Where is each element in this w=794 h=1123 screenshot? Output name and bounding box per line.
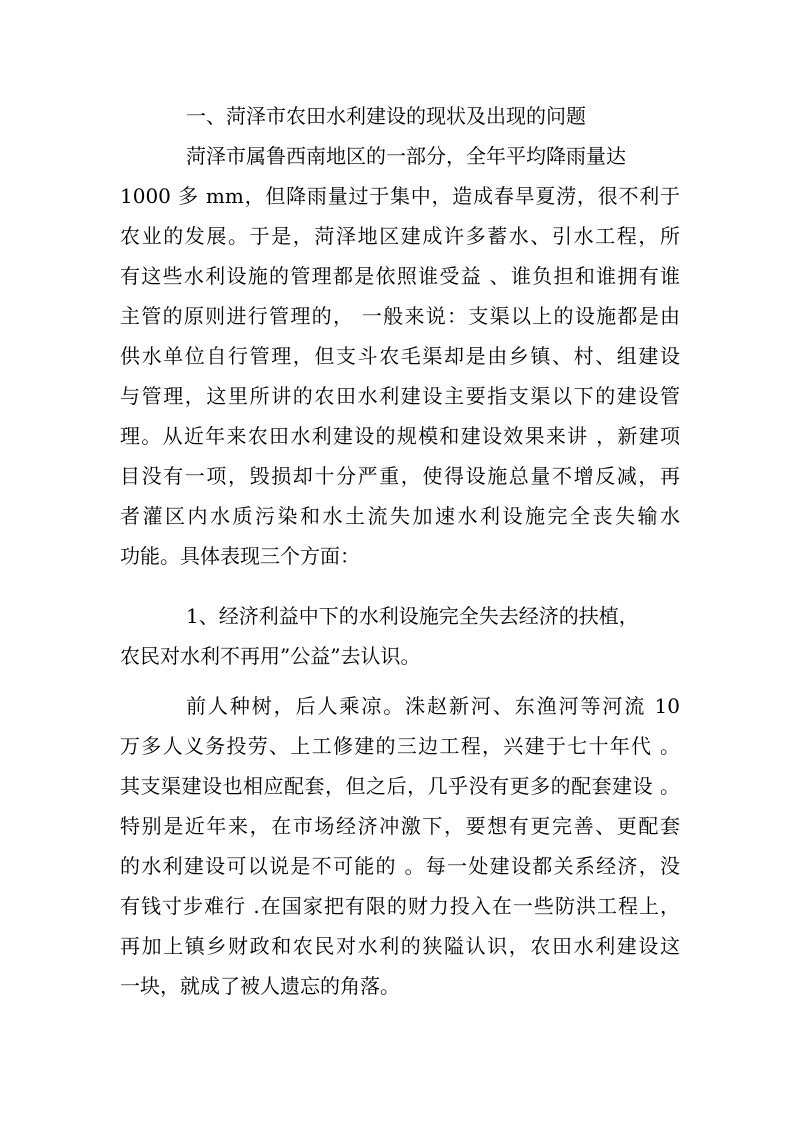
paragraph-line: 功能。具体表现三个方面：	[120, 544, 360, 568]
paragraph-line: 与管理，这里所讲的农田水利建设主要指支渠以下的建设管	[120, 384, 680, 408]
paragraph-line: 有这些水利设施的管理都是依照谁受益 、谁负担和谁拥有谁	[120, 264, 680, 288]
subheading-line: 1、经济利益中下的水利设施完全失去经济的扶植，	[186, 604, 639, 628]
paragraph-line: 者灌区内水质污染和水土流失加速水利设施完全丧失输水	[120, 504, 680, 528]
paragraph-line: 供水单位自行管理，但支斗农毛渠却是由乡镇、村、组建设	[120, 344, 680, 368]
paragraph-line: 前人种树，后人乘凉。洙赵新河、东渔河等河流 10	[186, 694, 680, 718]
paragraph-line: 万多人义务投劳、上工修建的三边工程，兴建于七十年代 。	[120, 734, 680, 758]
paragraph-line: 目没有一项，毁损却十分严重，使得设施总量不增反减，再	[120, 464, 680, 488]
paragraph-line: 理。从近年来农田水利建设的规模和建设效果来讲 ，新建项	[120, 424, 680, 448]
paragraph-line: 主管的原则进行管理的， 一般来说：支渠以上的设施都是由	[120, 304, 680, 328]
paragraph-line: 的水利建设可以说是不可能的 。每一处建设都关系经济，没	[120, 854, 680, 878]
paragraph-line: 农业的发展。于是，菏泽地区建成许多蓄水、引水工程，所	[120, 224, 680, 248]
paragraph-line: 特别是近年来，在市场经济冲激下，要想有更完善、更配套	[120, 814, 680, 838]
paragraph-line: 菏泽市属鲁西南地区的一部分，全年平均降雨量达	[186, 144, 626, 168]
subheading-line: 农民对水利不再用”公益”去认识。	[120, 644, 421, 668]
paragraph-line: 一块，就成了被人遗忘的角落。	[120, 974, 400, 998]
paragraph-line: 再加上镇乡财政和农民对水利的狭隘认识，农田水利建设这	[120, 934, 680, 958]
paragraph-line: 其支渠建设也相应配套，但之后，几乎没有更多的配套建设 。	[120, 774, 680, 798]
section-heading: 一、菏泽市农田水利建设的现状及出现的问题	[186, 104, 586, 128]
paragraph-line: 有钱寸步难行 .在国家把有限的财力投入在一些防洪工程上，	[120, 894, 680, 918]
paragraph-line: 1000 多 mm，但降雨量过于集中，造成春旱夏涝，很不利于	[120, 184, 680, 208]
